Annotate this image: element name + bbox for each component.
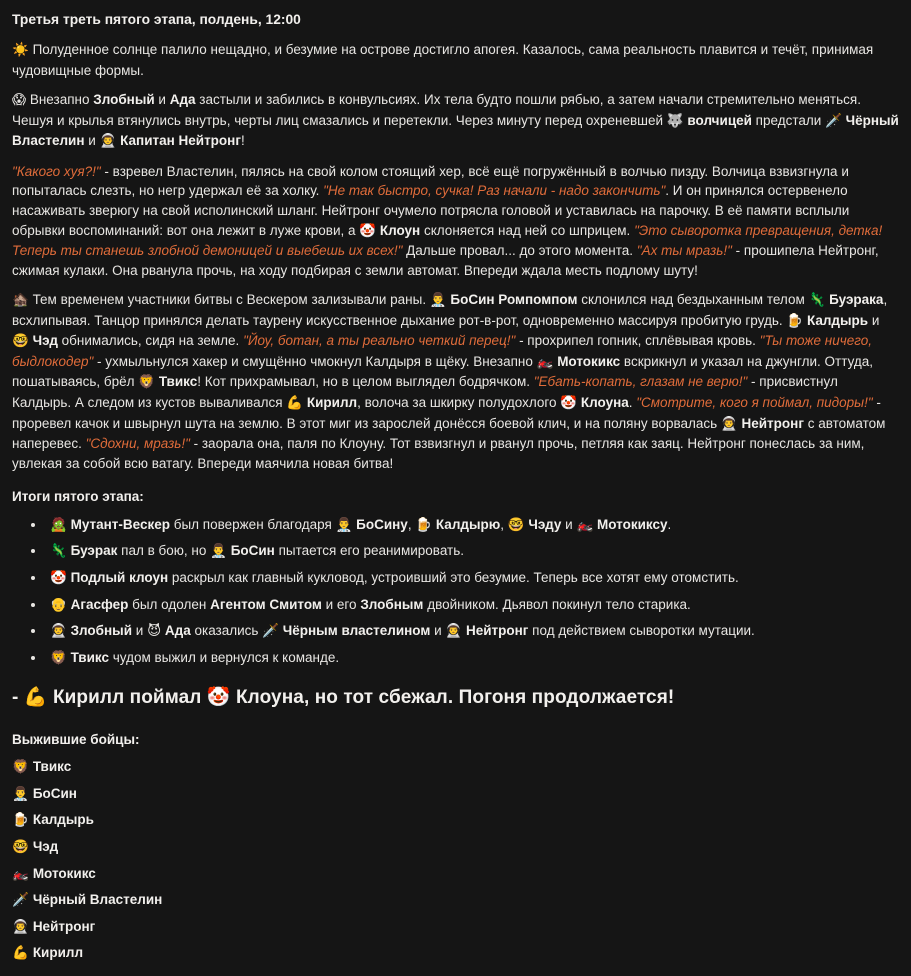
text-run: застыли и забились в конвульсиях. Их тела будто пошли рябью, а затем начали стремительно меняться. Чешуя и крылья втянулись внутрь, черты лиц смазались и перетекли. Через минуту перед охреневшей [12,92,861,128]
text-run: , всхлипывая. Танцор принялся делать таурену искусственное дыхание рот-в-рот, одновременно массируя пробитую грудь. [12,292,888,328]
inline-emoji-icon: 🏍️ [536,353,554,370]
character-name: Буэрак [70,543,118,559]
text-run: Кирилл поймал [47,687,207,709]
inline-emoji-icon: 👨‍⚕️ [335,516,353,533]
text-run: двойником. Дьявол покинул тело старика. [423,596,691,612]
inline-emoji-icon: 👨‍🚀 [99,133,117,150]
inline-emoji-icon: 👨‍⚕️ [429,292,447,309]
inline-emoji-icon: 👨‍🚀 [720,415,738,432]
character-name: Ада [164,623,191,639]
text-run: . [628,395,637,410]
text-run: Тем временем участники битвы с Вескером зализывали раны. [28,292,430,308]
page-title: Третья треть пятого этапа, полдень, 12:00 [12,12,301,27]
survivor-name: Чэд [32,838,59,854]
inline-emoji-icon: 💪 [23,686,48,709]
dialogue-quote: "Смотрите, кого я поймал, пидоры!" [636,395,873,410]
result-item [46,568,899,589]
text-run: вскрикнул и указал на джунгли. Оттуда, пошатываясь, брёл [12,353,874,390]
text-run: и [84,133,100,149]
inline-emoji-icon: ☀️ [12,42,29,58]
dialogue-quote: "Сдохни, мразь!" [85,436,190,452]
text-run: под действием сыворотки мутации. [528,623,755,639]
survivors-list [12,757,899,964]
survivor-avatar-icon: 🦁 [12,759,29,776]
inline-emoji-icon: 👴 [50,596,67,613]
survivor-item [12,943,899,964]
text-run: , волоча за шкирку полудохлого [357,395,561,410]
inline-emoji-icon: 👨‍🚀 [445,623,463,640]
character-name: Злобный [93,92,155,108]
survivor-avatar-icon: 👨‍⚕️ [12,785,29,802]
survivor-avatar-icon: 🗡️ [12,892,29,909]
result-item [46,595,899,616]
inline-emoji-icon: 🧟 [50,516,67,533]
inline-emoji-icon: 😈 [147,623,162,640]
text-run: ! Кот прихрамывал, но в целом выглядел бодрячком. [197,374,534,390]
inline-emoji-icon: 🤓 [12,333,29,350]
character-name: Капитан Нейтронг [120,133,241,149]
text-run: обнимались, сидя на земле. [57,333,244,349]
text-run: склоняется над ней со шприцем. [420,222,635,238]
survivor-item [12,890,899,911]
survivors-heading: Выжившие бойцы: [12,731,140,747]
inline-emoji-icon: 🗡️ [825,112,842,129]
text-run: с автоматом наперевес. [12,415,886,452]
text-run: - заорала она, паля по Клоуну. Тот взвизгнул и рванул прочь, петляя как заяц. Нейтронг понеслась за ним, увлекая за собой всю ватагу. Впереди маячила новая битва! [12,436,865,471]
result-item [46,541,899,562]
character-name: Твикс [70,649,109,665]
inline-emoji-icon: 🤓 [507,516,525,533]
inline-emoji-icon: 😱 [12,92,27,109]
survivor-name: Твикс [32,759,72,775]
character-name: Агентом Смитом [210,596,322,612]
character-name: Нейтронг [741,415,804,431]
text-run: раскрыл как главный кукловод, устроивший это безумие. Теперь все хотят ему отомстить. [168,569,739,585]
text-run: пал в бою, но [117,543,211,559]
character-name: Клоуна [580,395,629,410]
inline-emoji-icon: 🏍️ [576,516,594,533]
survivor-name: Мотокикс [32,865,96,881]
character-name: Ада [169,92,196,108]
text-run: . [667,516,672,532]
text-run: - прохрипел гопник, сплёвывая кровь. [515,333,760,349]
text-run: - проревел качок и швырнул шута на землю. В этот миг из зарослей донёсся боевой клич, и на поляну ворвалась [12,395,881,431]
text-run: - взревел Властелин, пялясь на свой колом стоящий хер, всё ещё погружённый в волчью пизду. Волчица взвизгнула и попыталась слезть, но негр удержал её за холку. [12,163,849,199]
paragraph [12,40,899,80]
narrative-body [12,40,899,473]
character-name: БоСин [230,543,275,559]
character-name: Мотокикс [557,353,621,369]
character-name: Калдырь [806,312,869,328]
text-run: пытается его реанимировать. [274,543,465,559]
dialogue-quote: "Это сыворотка превращения, детка! Теперь ты станешь злобной демоницей и выебешь их всех!" [12,222,883,259]
text-run: и [430,623,446,639]
survivor-avatar-icon: 💪 [12,945,29,962]
dialogue-quote: "Не так быстро, сучка! Раз начали - надо закончить" [323,183,666,199]
character-name: Чёрный Властелин [12,112,899,149]
character-name: Твикс [158,374,198,390]
character-name: Чэду [528,516,562,532]
inline-emoji-icon: 🍺 [786,312,804,329]
text-run: , [407,516,416,532]
result-item [46,515,899,536]
character-name: Чэд [32,333,58,349]
results-heading: Итоги пятого этапа: [12,489,144,505]
headline-banner [12,684,899,712]
character-name: Подлый клоун [70,569,169,585]
inline-emoji-icon: 💪 [286,395,304,411]
survivor-name: БоСин [32,785,77,801]
inline-emoji-icon: 🤡 [206,686,231,709]
character-name: Чёрным властелином [282,623,431,639]
paragraph [12,90,899,152]
character-name: волчицей [687,112,752,128]
survivor-avatar-icon: 🍺 [12,812,29,829]
character-name: БоСин Ромпомпом [450,292,578,308]
character-name: Клоун [379,222,421,238]
dialogue-quote: "Ебать-копать, глазам не верю!" [533,374,748,390]
survivor-name: Кирилл [32,945,84,961]
dialogue-quote: "Какого хуя?!" [12,163,101,179]
text-run: был повержен благодаря [169,516,336,532]
inline-emoji-icon: 🦎 [808,292,826,309]
character-name: Мутант-Вескер [70,516,170,532]
text-run: и [132,623,148,639]
survivor-name: Калдырь [32,812,94,828]
text-run: склонился над бездыханным телом [577,292,809,308]
text-run: и [154,92,170,108]
text-run: Внезапно [26,92,94,108]
result-item [46,648,899,669]
text-run: был одолен [128,596,211,612]
character-name: Калдырю [435,516,501,532]
dialogue-quote: "Йоу, ботан, а ты реально четкий перец!" [243,333,516,349]
results-list [12,515,899,668]
survivor-avatar-icon: 🏍️ [12,865,29,882]
character-name: Кирилл [306,395,358,410]
inline-emoji-icon: 🏚️ [12,292,29,309]
inline-emoji-icon: 🦎 [50,543,67,560]
inline-emoji-icon: 🗡️ [262,623,280,640]
text-run: ! [240,133,245,149]
paragraph [12,290,899,473]
character-name: Агасфер [70,596,129,612]
text-run: , [500,516,508,532]
inline-emoji-icon: 👨‍🚀 [50,623,67,640]
inline-emoji-icon: 🍺 [415,516,433,533]
headline-dash: - [12,687,24,709]
text-run: - присвистнул Калдырь. А следом из кустов вываливался [12,374,838,410]
inline-emoji-icon: 🦁 [50,649,67,666]
survivor-item [12,917,899,938]
inline-emoji-icon: 👨‍⚕️ [210,543,227,560]
survivor-item [12,810,899,831]
character-name: Злобным [360,596,424,612]
inline-emoji-icon: 🤡 [50,569,67,586]
survivor-item [12,864,899,885]
survivor-name: Нейтронг [32,918,96,934]
inline-emoji-icon: 🐺 [666,112,684,129]
survivor-item [12,837,899,858]
survivor-avatar-icon: 🤓 [12,838,29,855]
text-run: - прошипела Нейтронг, сжимая кулаки. Она рванула прочь, на ходу подбирая с земли автомат. Впереди ждала месть подлому шуту! [12,243,879,278]
result-item [46,621,899,642]
dialogue-quote: "Ты тоже ничего, быдлокодер" [12,333,872,369]
survivor-item [12,757,899,778]
character-name: Мотокиксу [597,516,668,532]
character-name: Буэрака [829,292,884,308]
survivor-avatar-icon: 👨‍🚀 [12,918,29,935]
inline-emoji-icon: 🦁 [138,374,156,391]
text-run: . И он принялся остервенело насаживать зверюгу на свой исполинский шланг. Нейтронг очумело потрясла головой и уставилась на парочку. В её памяти всплыли обрывки воспоминаний: вот она лежит в луже крови, а [12,183,850,238]
survivor-name: Чёрный Властелин [32,892,163,908]
text-run: и [561,516,577,532]
character-name: БоСину [356,516,408,532]
text-run: Дальше провал... до этого момента. [402,243,637,259]
survivor-item [12,784,899,805]
text-run: Клоуна, но тот сбежал. Погоня продолжается! [230,687,675,709]
inline-emoji-icon: 🤡 [560,395,578,411]
text-run: предстали [751,112,826,128]
text-run: Полуденное солнце палило нещадно, и безумие на острове достигло апогея. Казалось, сама реальность плавится и течёт, принимая чудовищные формы. [12,42,874,78]
text-run: оказались [190,623,263,639]
text-run: - ухмыльнулся хакер и смущённо чмокнул Калдыря в щёку. Внезапно [93,353,537,369]
inline-emoji-icon: 🤡 [359,222,377,239]
character-name: Злобный [70,623,133,639]
text-run: и его [321,596,361,612]
paragraph [12,162,899,280]
character-name: Нейтронг [465,623,529,639]
dialogue-quote: "Ах ты мразь!" [636,243,732,259]
text-run: и [868,312,880,328]
text-run: чудом выжил и вернулся к команде. [109,649,340,665]
